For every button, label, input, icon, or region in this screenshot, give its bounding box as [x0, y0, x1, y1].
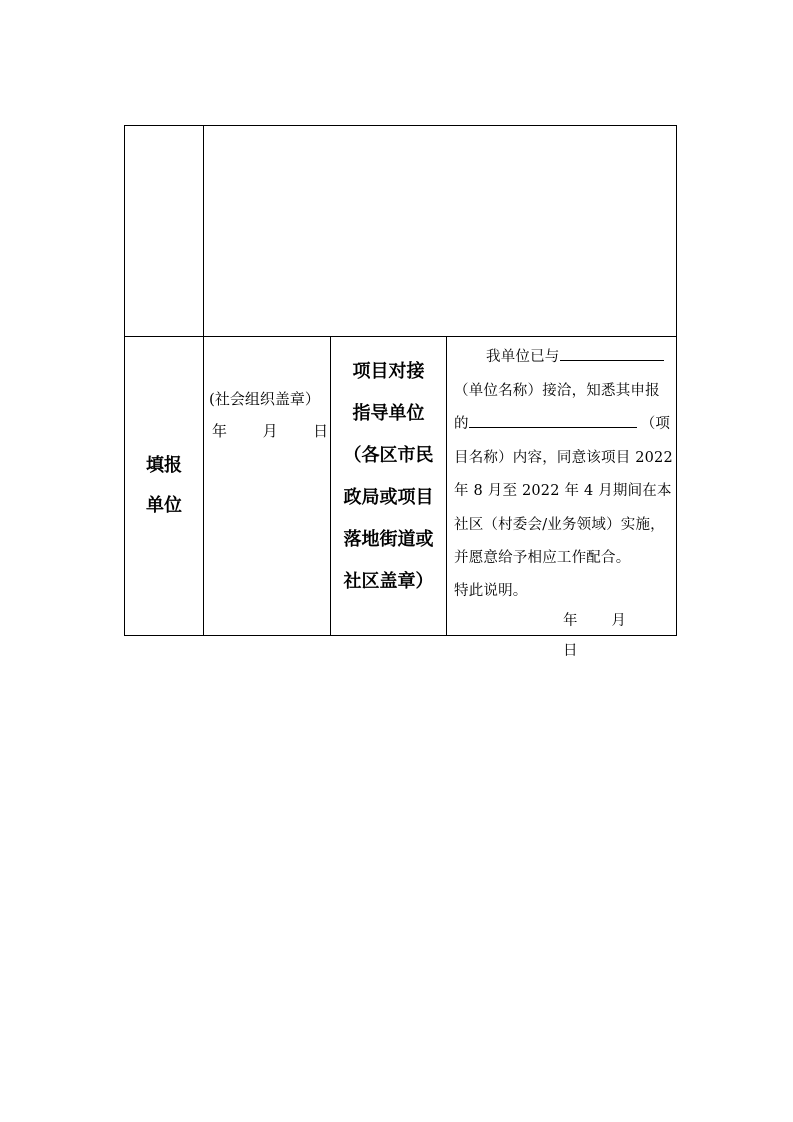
guide-unit-label — [331, 351, 446, 603]
filing-unit-label-line2: 单位 — [146, 495, 182, 516]
empty-label-cell — [125, 126, 203, 336]
guide-unit-line: 落地街道或 — [343, 529, 434, 550]
statement-line-7: 并愿意给予相应工作配合。 — [454, 550, 631, 566]
consent-statement-cell — [454, 341, 674, 666]
statement-line-2: （单位名称）接洽，知悉其申报 — [454, 382, 660, 399]
statement-date-year: 年 — [563, 612, 578, 629]
seal-date-year: 年 — [212, 422, 228, 440]
unit-name-blank[interactable] — [560, 342, 664, 361]
guide-unit-line: 政局或项目 — [343, 487, 434, 508]
statement-line-5: 年 8 月至 2022 年 4 月期间在本 — [454, 483, 672, 499]
filing-unit-label-line1: 填报 — [146, 455, 182, 476]
guide-unit-line: 指导单位 — [352, 403, 425, 424]
guide-unit-line: （各区市民 — [343, 445, 434, 466]
organization-seal-cell — [209, 389, 329, 441]
statement-line-6: 社区（村委会/业务领域）实施， — [454, 516, 665, 533]
statement-line-1: 我单位已与 — [454, 341, 674, 375]
filing-unit-label — [125, 446, 203, 526]
seal-date — [209, 421, 329, 441]
seal-date-day: 日 — [313, 422, 329, 440]
statement-date — [454, 606, 674, 666]
row-divider — [125, 336, 676, 337]
seal-date-month: 月 — [262, 422, 278, 440]
statement-line-3: 的 （项 — [454, 408, 674, 442]
statement-line-8: 特此说明。 — [454, 582, 528, 599]
project-name-blank[interactable] — [469, 409, 637, 428]
guide-unit-line: 项目对接 — [352, 361, 425, 382]
guide-unit-line: 社区盖章） — [343, 571, 434, 592]
statement-date-day: 日 — [563, 642, 578, 659]
seal-note: (社会组织盖章） — [209, 390, 320, 408]
statement-line-4: 目名称）内容，同意该项目 2022 — [454, 449, 673, 466]
application-form-table — [124, 125, 677, 659]
column-divider — [446, 336, 447, 635]
empty-content-cell — [204, 126, 676, 336]
statement-date-month: 月 — [611, 612, 627, 629]
